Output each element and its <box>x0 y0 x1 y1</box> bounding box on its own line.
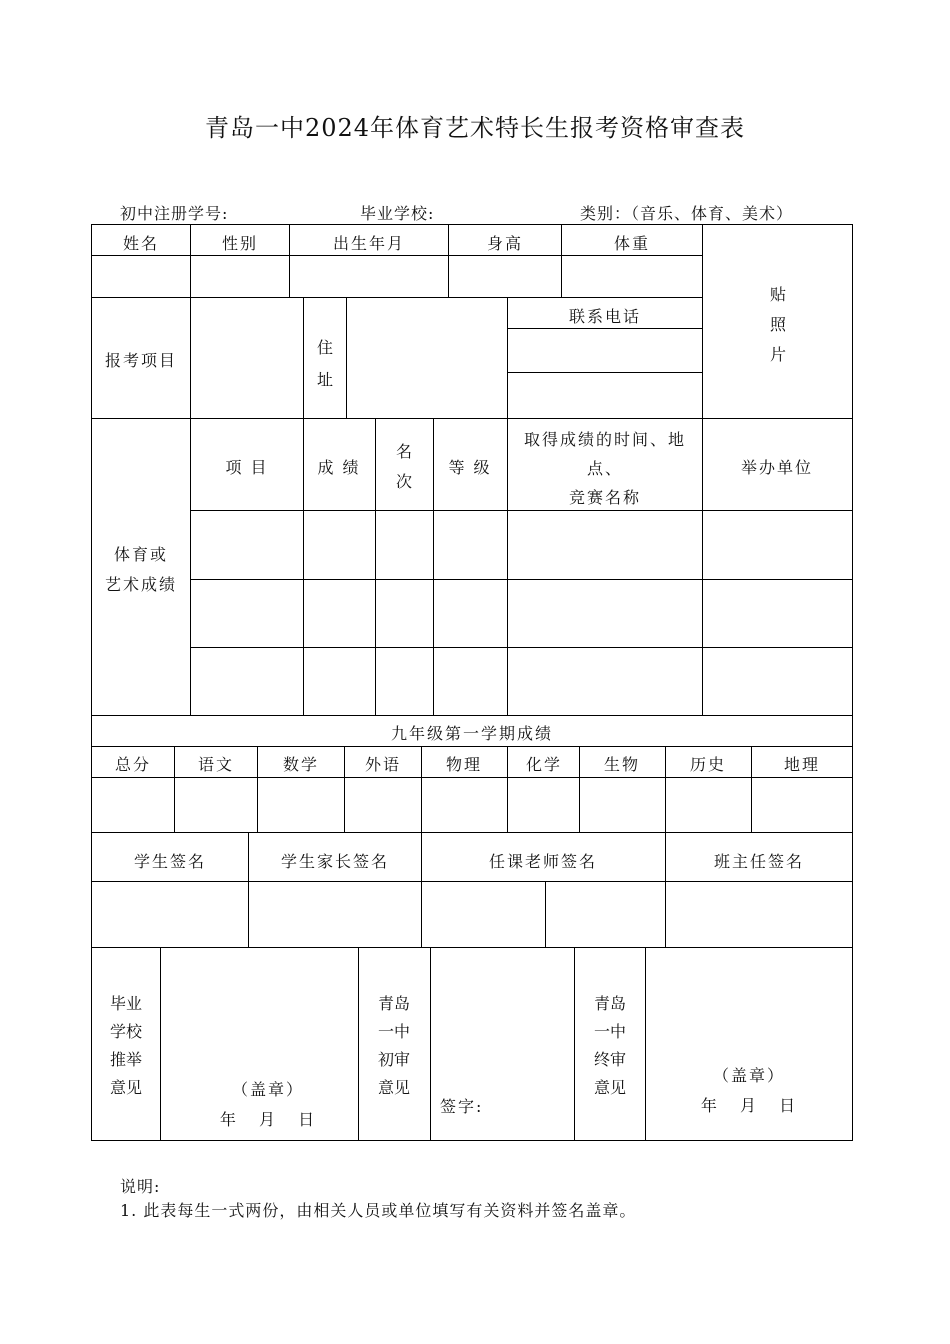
school-seal-label: （盖章） <box>231 1080 305 1099</box>
name-label: 姓名 <box>122 234 160 253</box>
birth-label: 出生年月 <box>332 234 406 253</box>
subject-chinese: 语文 <box>197 755 235 774</box>
student-signature-label: 学生签名 <box>133 852 207 871</box>
photo-placeholder: 贴 照 片 <box>769 285 787 364</box>
category-label: 类别：（音乐、体育、美术） <box>580 204 794 223</box>
reg-no-label: 初中注册学号: <box>120 204 229 223</box>
weight-label: 体重 <box>613 234 651 253</box>
phone-label: 联系电话 <box>568 307 642 326</box>
head-teacher-signature-label: 班主任签名 <box>713 852 805 871</box>
final-date-label: 年 月 日 <box>700 1096 798 1115</box>
subject-geography: 地理 <box>783 755 821 774</box>
grad-school-label: 毕业学校: <box>360 204 435 223</box>
col-item-label: 项 目 <box>225 458 269 477</box>
subject-physics: 物理 <box>445 755 483 774</box>
gender-label: 性别 <box>221 234 259 253</box>
notes-line-1: 1. 此表每生一式两份，由相关人员或单位填写有关资料并签名盖章。 <box>120 1201 637 1220</box>
height-label: 身高 <box>486 234 524 253</box>
school-date-label: 年 月 日 <box>219 1110 317 1129</box>
subject-total: 总分 <box>114 755 152 774</box>
subject-chemistry: 化学 <box>525 755 563 774</box>
col-when-label: 取得成绩的时间、地 点、 竞赛名称 <box>523 430 687 507</box>
address-label: 住 址 <box>316 338 334 389</box>
col-org-label: 举办单位 <box>740 458 814 477</box>
col-rank-label: 名 次 <box>395 442 413 491</box>
subject-math: 数学 <box>282 755 320 774</box>
subject-history: 历史 <box>689 755 727 774</box>
subject-english: 外语 <box>364 755 402 774</box>
sign-label: 签字: <box>440 1097 484 1116</box>
parent-signature-label: 学生家长签名 <box>280 852 390 871</box>
col-score-label: 成 绩 <box>317 458 361 477</box>
notes-heading: 说明: <box>120 1177 161 1196</box>
achievements-label: 体育或 艺术成绩 <box>104 545 178 594</box>
grades-title: 九年级第一学期成绩 <box>390 724 554 743</box>
col-level-label: 等 级 <box>448 458 492 477</box>
page-title: 青岛一中2024年体育艺术特长生报考资格审查表 <box>204 114 746 142</box>
teacher-signature-label: 任课老师签名 <box>488 852 598 871</box>
final-review-label: 青岛 一中 终审 意见 <box>593 994 627 1097</box>
apply-item-label: 报考项目 <box>104 351 178 370</box>
school-opinion-label: 毕业 学校 推举 意见 <box>109 994 143 1097</box>
first-review-label: 青岛 一中 初审 意见 <box>377 994 411 1097</box>
final-seal-label: （盖章） <box>712 1066 786 1085</box>
subject-biology: 生物 <box>603 755 641 774</box>
